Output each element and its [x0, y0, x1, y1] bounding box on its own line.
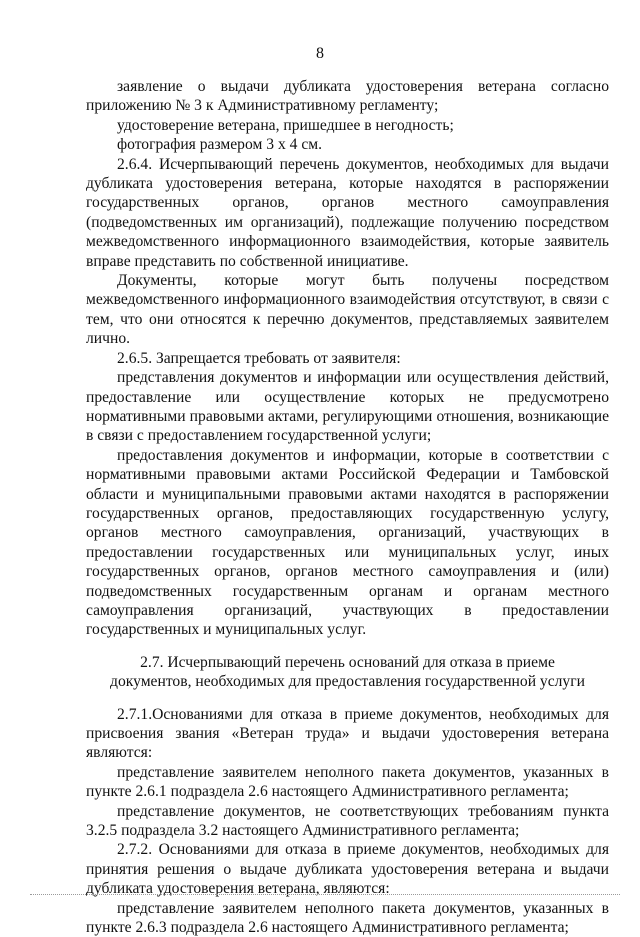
paragraph: представление заявителем неполного пакета документов, указанных в пункте 2.6.1 подраздела 2.6 настоящего Административного регламента; — [86, 763, 609, 801]
paragraph: 2.6.5. Запрещается требовать от заявителя: — [117, 349, 401, 367]
section-heading — [86, 653, 609, 692]
paragraph: представление заявителем неполного пакета документов, указанных в пункте 2.6.3 подраздела 2.6 настоящего Административного регламента; — [86, 899, 609, 937]
paragraph: 2.7.1.Основаниями для отказа в приеме документов, необходимых для присвоения звания «Ветеран труда» и выдачи удостоверения ветерана являются: — [86, 705, 609, 762]
paragraph: представления документов и информации или осуществления действий, предоставление или осуществление которых не предусмотрено нормативными правовыми актами, регулирующими отношения, возникающие в связи с предоставлением государственной услуги; — [86, 369, 609, 445]
section-heading-line: документов, необходимых для предоставления государственной услуги — [110, 673, 585, 691]
paragraph: удостоверение ветерана, пришедшее в негодность; — [117, 116, 454, 134]
section-heading-line: 2.7. Исчерпывающий перечень оснований для отказа в приеме — [140, 653, 555, 671]
paragraph: 2.6.4. Исчерпывающий перечень документов, необходимых для выдачи дубликата удостоверения ветерана, которые находятся в распоряжении государственных органов, органов местного самоуправления (подведомственных им организаций), подлежащие получению посредством межведомственного информационного взаимодействия, которые заявитель вправе представить по собственной инициативе. — [86, 155, 609, 270]
page-bottom-divider — [30, 894, 620, 895]
paragraph: 2.7.2. Основаниями для отказа в приеме документов, необходимых для принятия решения о выдаче дубликата удостоверения ветерана и выдачи дубликата удостоверения ветерана, являются: — [86, 841, 609, 898]
paragraph: Документы, которые могут быть получены посредством межведомственного информационного взаимодействия отсутствуют, в связи с тем, что они относятся к перечню документов, представляемых заявителем лично. — [86, 272, 609, 348]
paragraph: предоставления документов и информации, которые в соответствии с нормативными правовыми актами Российской Федерации и Тамбовской области и муниципальными правовыми актами находятся в распоряжении государственных органов, предоставляющих государственную услугу, органов местного самоуправления, организаций, участвующих в предоставлении государственных или муниципальных услуг, иных государственных органов, органов местного самоуправления и (или) подведомственных государственным органам и органам местного самоуправления организаций, участвующих в предоставлении государственных и муниципальных услуг. — [86, 446, 609, 639]
page-number: 8 — [316, 45, 324, 62]
document-body — [86, 77, 609, 937]
paragraph: представление документов, не соответствующих требованиям пункта 3.2.5 подраздела 3.2 настоящего Административного регламента; — [86, 802, 609, 840]
paragraph: заявление о выдачи дубликата удостоверения ветерана согласно приложению № 3 к Административному регламенту; — [86, 78, 609, 115]
paragraph: фотография размером 3 х 4 см. — [117, 136, 323, 154]
